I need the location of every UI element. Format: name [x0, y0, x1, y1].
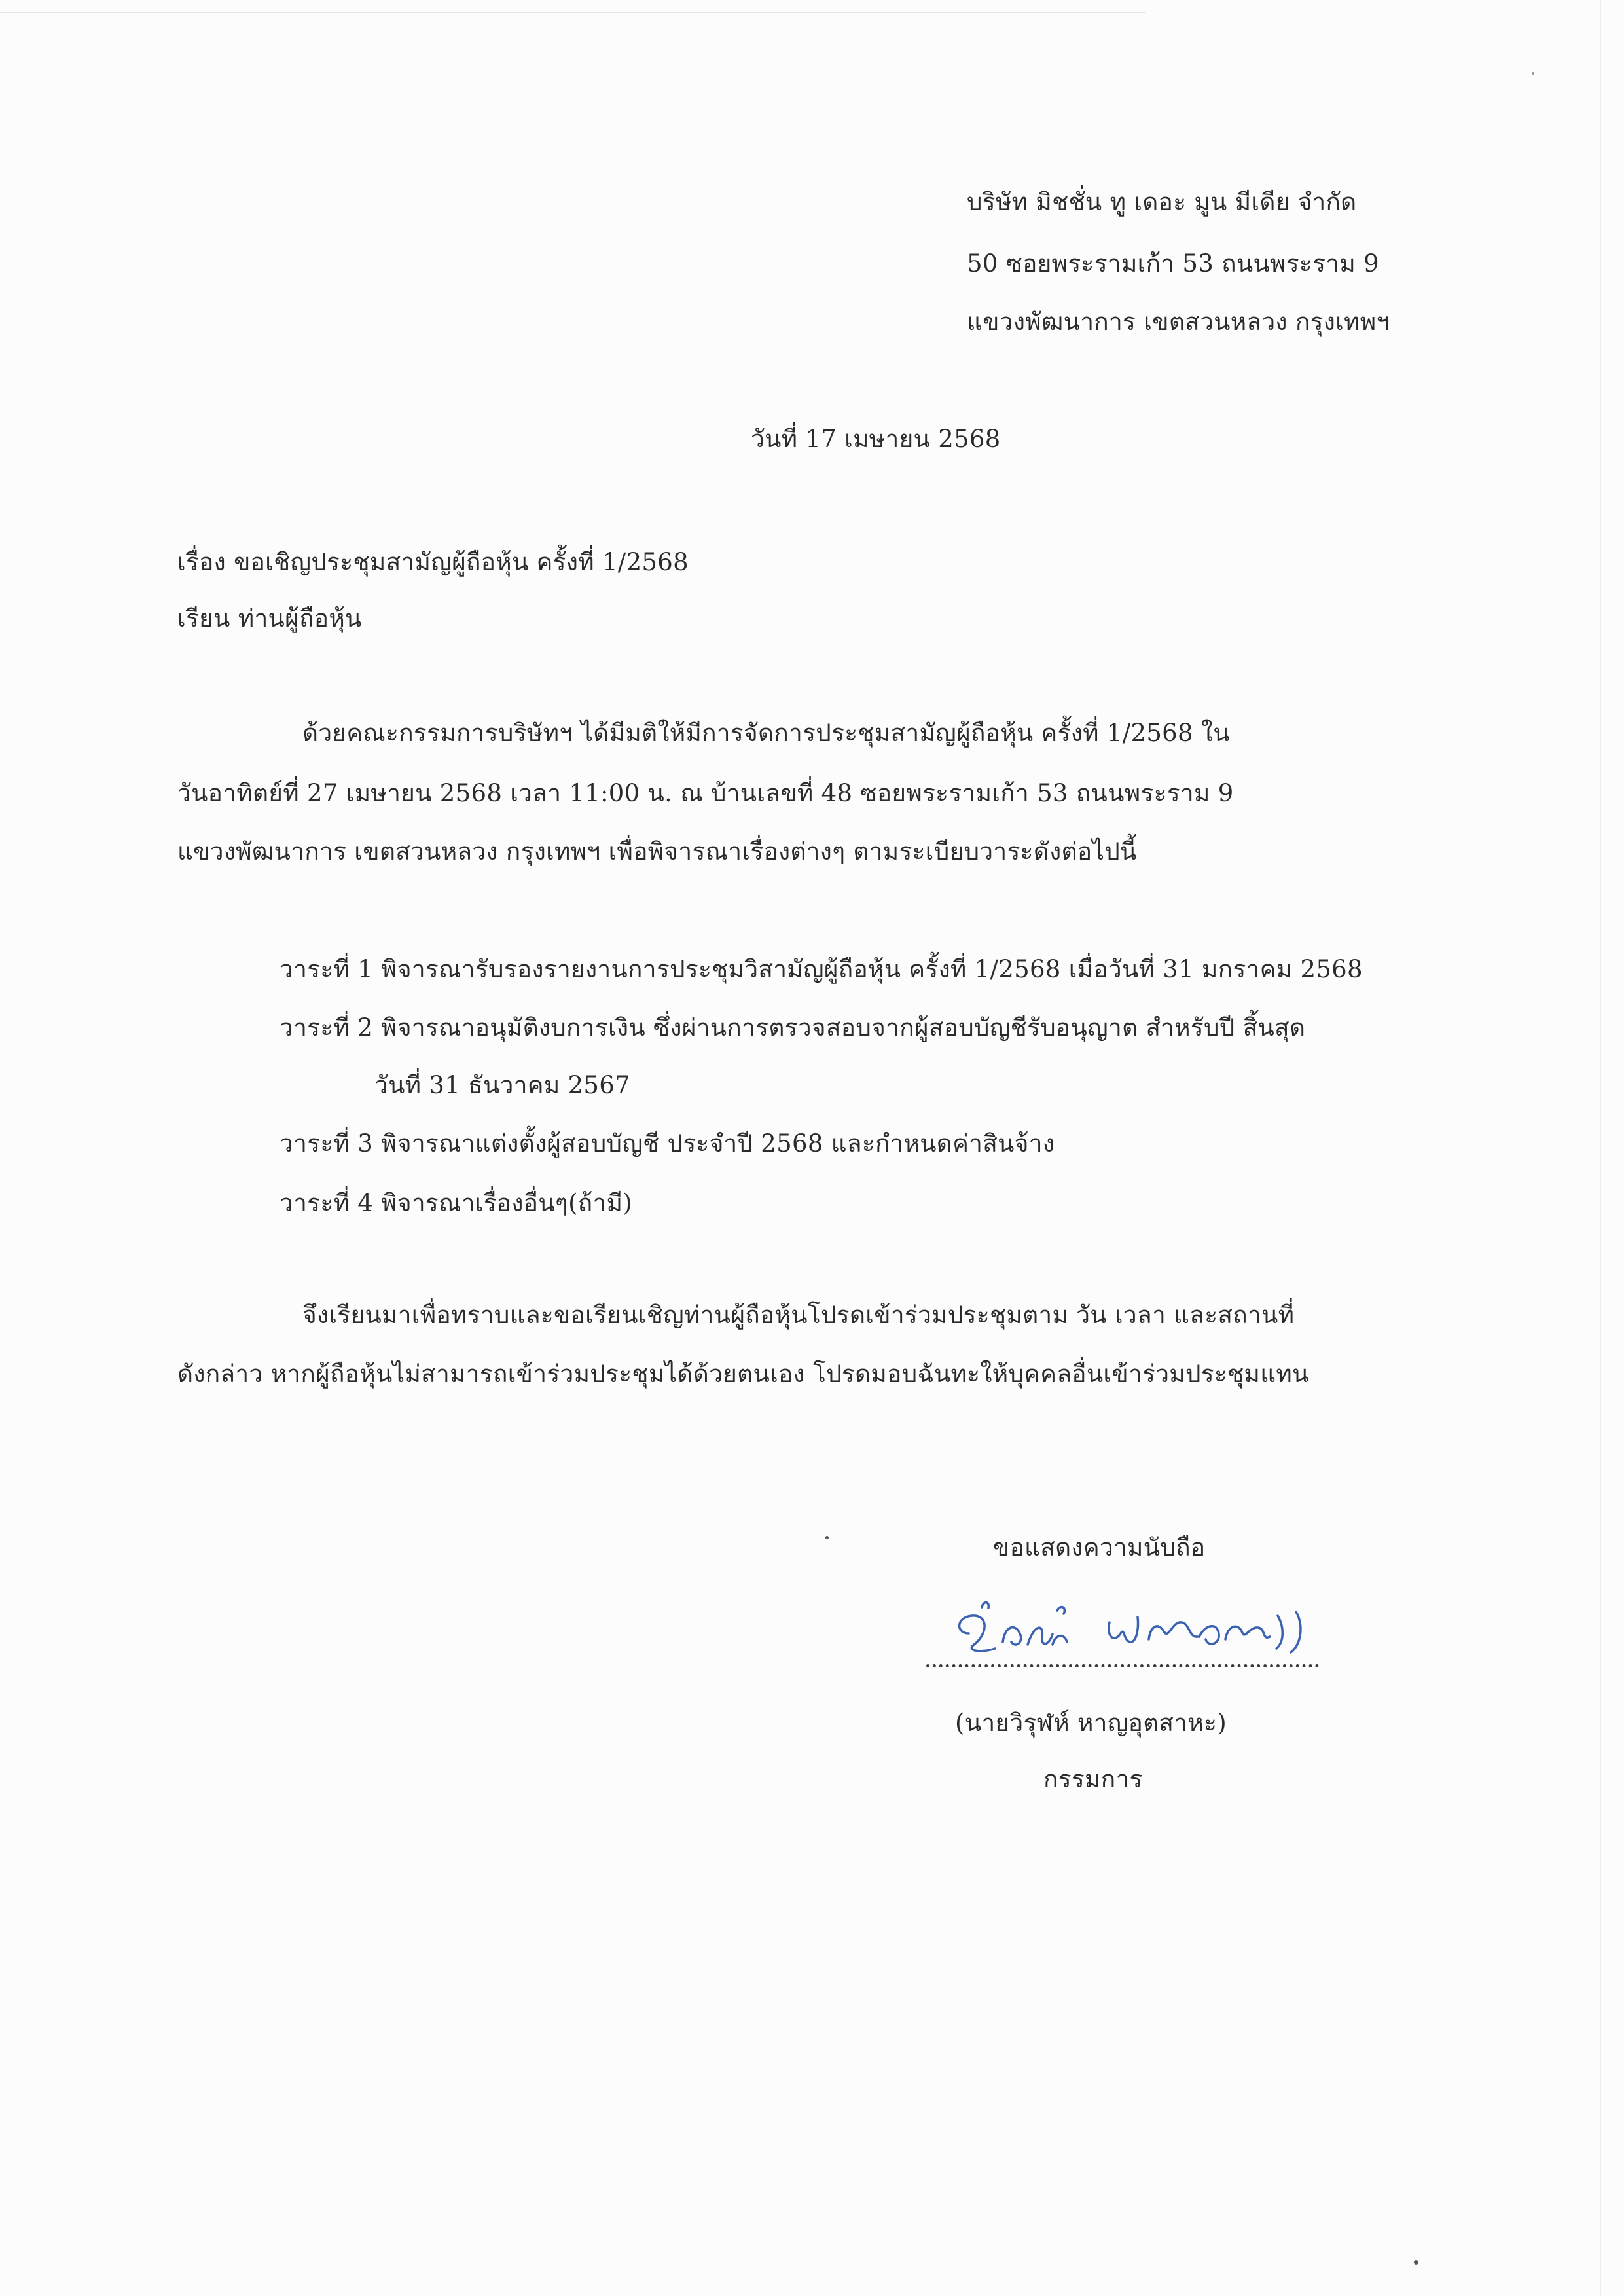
paragraph1-line: แขวงพัฒนาการ เขตสวนหลวง กรุงเทพฯ เพื่อพิจารณาเรื่องต่างๆ ตามระเบียบวาระดังต่อไปนี้: [177, 837, 1137, 866]
signer-name: (นายวิรุฬห์ หาญอุตสาหะ): [955, 1709, 1227, 1737]
company-name: บริษัท มิชชั่น ทู เดอะ มูน มีเดีย จำกัด: [967, 188, 1357, 216]
agenda-item-2: วาระที่ 2 พิจารณาอนุมัติงบการเงิน ซึ่งผ่านการตรวจสอบจากผู้สอบบัญชีรับอนุญาต สำหรับปี สิ้นสุด: [280, 1013, 1306, 1042]
letter-salutation: เรียน ท่านผู้ถือหุ้น: [177, 604, 362, 632]
signature-dotted-line: [926, 1664, 1319, 1667]
letter-date: วันที่ 17 เมษายน 2568: [751, 425, 1001, 453]
paragraph2-line: จึงเรียนมาเพื่อทราบและขอเรียนเชิญท่านผู้ถือหุ้นโปรดเข้าร่วมประชุมตาม วัน เวลา และสถานที่: [302, 1301, 1295, 1329]
scan-edge: [0, 12, 1146, 13]
company-address-line2: แขวงพัฒนาการ เขตสวนหลวง กรุงเทพฯ: [967, 308, 1390, 336]
handwritten-signature: [943, 1571, 1388, 1669]
paragraph2-line: ดังกล่าว หากผู้ถือหุ้นไม่สามารถเข้าร่วมประชุมได้ด้วยตนเอง โปรดมอบฉันทะให้บุคคลอื่นเข้าร่วมประชุมแทน: [177, 1360, 1309, 1388]
company-address-line1: 50 ซอยพระรามเก้า 53 ถนนพระราม 9: [967, 249, 1379, 278]
agenda-item-4: วาระที่ 4 พิจารณาเรื่องอื่นๆ(ถ้ามี): [280, 1189, 633, 1217]
scan-edge: [1600, 0, 1601, 2296]
signer-title: กรรมการ: [1043, 1765, 1143, 1793]
agenda-item-2-continuation: วันที่ 31 ธันวาคม 2567: [374, 1071, 630, 1099]
agenda-item-3: วาระที่ 3 พิจารณาแต่งตั้งผู้สอบบัญชี ประจำปี 2568 และกำหนดค่าสินจ้าง: [280, 1129, 1055, 1157]
agenda-item-1: วาระที่ 1 พิจารณารับรองรายงานการประชุมวิสามัญผู้ถือหุ้น ครั้งที่ 1/2568 เมื่อวันที่ 31 มกราคม 2568: [280, 955, 1363, 983]
letter-subject: เรื่อง ขอเชิญประชุมสามัญผู้ถือหุ้น ครั้งที่ 1/2568: [177, 548, 689, 576]
scan-speck: [825, 1536, 829, 1539]
paragraph1-line: วันอาทิตย์ที่ 27 เมษายน 2568 เวลา 11:00 น. ณ บ้านเลขที่ 48 ซอยพระรามเก้า 53 ถนนพระราม 9: [177, 779, 1234, 807]
paragraph1-line: ด้วยคณะกรรมการบริษัทฯ ได้มีมติให้มีการจัดการประชุมสามัญผู้ถือหุ้น ครั้งที่ 1/2568 ใน: [302, 719, 1230, 747]
closing-phrase: ขอแสดงความนับถือ: [993, 1533, 1206, 1561]
scan-speck: [1414, 2260, 1418, 2265]
scan-speck: [1532, 72, 1534, 75]
